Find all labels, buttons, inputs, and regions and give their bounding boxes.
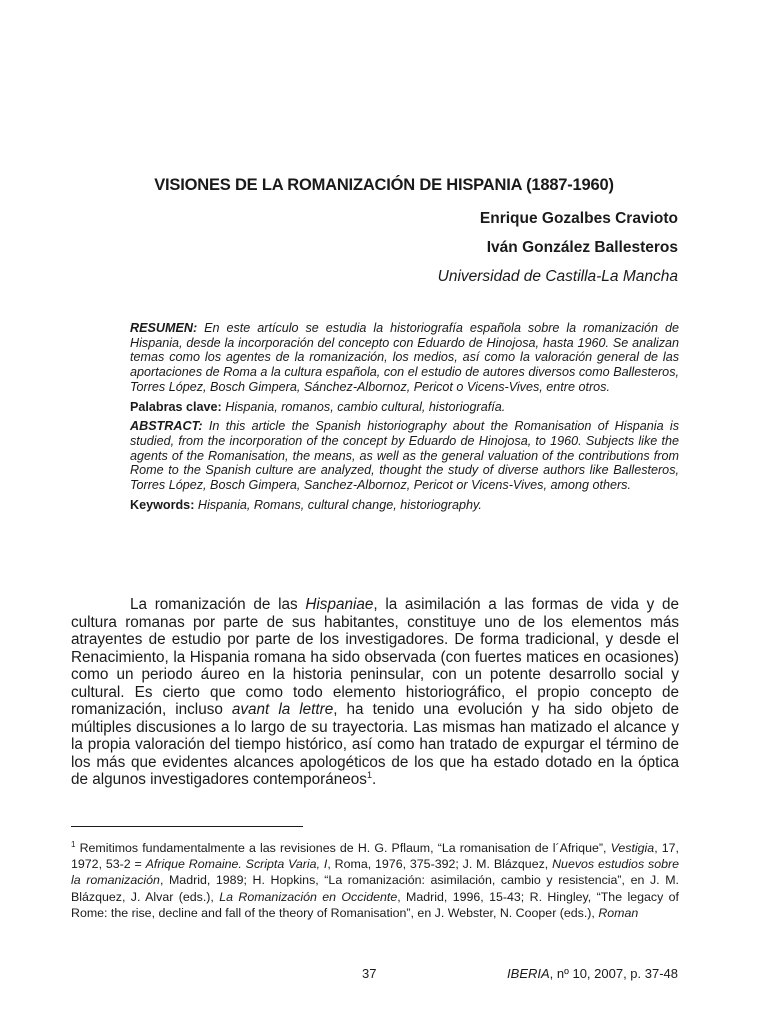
keywords-spanish xyxy=(130,400,679,415)
footnote-text-run: , Roma, 1976, 375-392; J. M. Blázquez, xyxy=(327,857,553,872)
body-italic-term: avant la lettre xyxy=(231,701,334,718)
footnote-italic-title: La Romanización en Occidente xyxy=(219,889,398,904)
footnote-text-run: , Madrid, 1989; H. Hopkins, “La romanización: asimilación, cambio y resistencia”, en J. M. Blázquez, J. Alvar (eds.), xyxy=(71,873,679,904)
keywords-text: Hispania, romanos, cambio cultural, historiografía. xyxy=(225,399,506,414)
body-text-run: . xyxy=(371,771,377,788)
body-text-run: , la asimilación a las formas de vida y de cultura romanas por parte de sus habitantes, constituye uno de los elementos más atrayentes de estudio por parte de los investigadores. De forma tradicional, y desde el Renacimiento, la Hispania romana ha sido observada (con fuertes matices en ocasiones) como un periodo áureo en la historia peninsular, con un potente desarrollo social y cultural. Es cierto que como todo elemento historiográfico, el propio concepto de romanización, incluso xyxy=(71,596,679,718)
keywords-english xyxy=(130,498,679,513)
abstract-label: ABSTRACT: xyxy=(130,419,203,434)
abstract-text: En este artículo se estudia la historiografía española sobre la romanización de Hispania, desde la incorporación del concepto con Eduardo de Hinojosa, hasta 1960. Se analizan temas como los agentes de la romanización, los medios, así como la valoración general de las aportaciones de Roma a la cultura española, con el estudio de autores diversos como Ballesteros, Torres López, Bosch Gimpera, Sánchez-Albornoz, Pericot o Vicens-Vives, entre otros. xyxy=(130,321,680,394)
article-title: VISIONES DE LA ROMANIZACIÓN DE HISPANIA (1887-1960) xyxy=(154,176,614,194)
journal-issue: , nº 10, 2007, p. 37-48 xyxy=(549,966,678,981)
abstract-spanish xyxy=(130,321,679,395)
footnote-italic-title: Nuevos estudios sobre la romanización xyxy=(71,857,680,888)
footnote-reference[interactable]: 1 xyxy=(366,769,372,780)
keywords-label: Palabras clave: xyxy=(130,399,222,414)
body-italic-term: Hispaniae xyxy=(305,596,374,613)
author-name: Iván González Ballesteros xyxy=(486,239,678,256)
page-number: 37 xyxy=(362,966,377,981)
journal-citation xyxy=(507,966,678,981)
body-text-run: La romanización de las xyxy=(130,596,306,613)
footnote-text-run: , 17, 1972, 53-2 = xyxy=(71,841,679,872)
keywords-label: Keywords: xyxy=(130,497,195,512)
abstract-text: In this article the Spanish historiography about the Romanisation of Hispania is studied, from the incorporation of the concept by Eduardo de Hinojosa, to 1960. Subjects like the agents of the Romanisation, the means, as well as the general valuation of the contributions from Rome to the Spanish culture are analyzed, thought the study of diverse authors like Ballesteros, Torres López, Bosch Gimpera, Sanchez-Albornoz, Pericot or Vicens-Vives, among others. xyxy=(130,419,680,493)
abstract-label: RESUMEN: xyxy=(130,321,198,335)
footnote-text-run: , Madrid, 1996, 15-43; R. Hingley, “The legacy of Rome: the rise, decline and fall of the theory of Romanisation”, en J. Webster, N. Cooper (eds.), xyxy=(71,889,679,920)
author-name: Enrique Gozalbes Cravioto xyxy=(479,210,678,227)
journal-name: IBERIA xyxy=(507,966,550,981)
keywords-text: Hispania, Romans, cultural change, historiography. xyxy=(197,497,482,512)
footnote-italic-title: Roman xyxy=(598,905,639,920)
footnote-italic-title: Afrique Romaine. Scripta Varia, I xyxy=(145,857,328,872)
author-affiliation: Universidad de Castilla-La Mancha xyxy=(437,268,678,285)
footnote-divider xyxy=(71,826,303,827)
footnote xyxy=(71,840,679,921)
footnote-italic-title: Vestigia xyxy=(610,841,655,855)
footnote-mark: 1 xyxy=(71,839,76,849)
body-text-run: , ha tenido una evolución y ha sido objeto de múltiples discusiones a lo largo de su trayectoria. Las mismas han matizado el alcance y la propia valoración del tiempo histórico, así como han tratado de expurgar el término de los más que evidentes alcances apologéticos de los que ha estado dotado en la óptica de algunos investigadores contemporáneos xyxy=(71,701,680,788)
abstract-section xyxy=(130,321,679,517)
abstract-english xyxy=(130,419,679,493)
footnote-text-run: Remitimos fundamentalmente a las revisiones de H. G. Pflaum, “La romanisation de l´Afrique”, xyxy=(75,841,611,855)
body-paragraph xyxy=(71,596,679,789)
